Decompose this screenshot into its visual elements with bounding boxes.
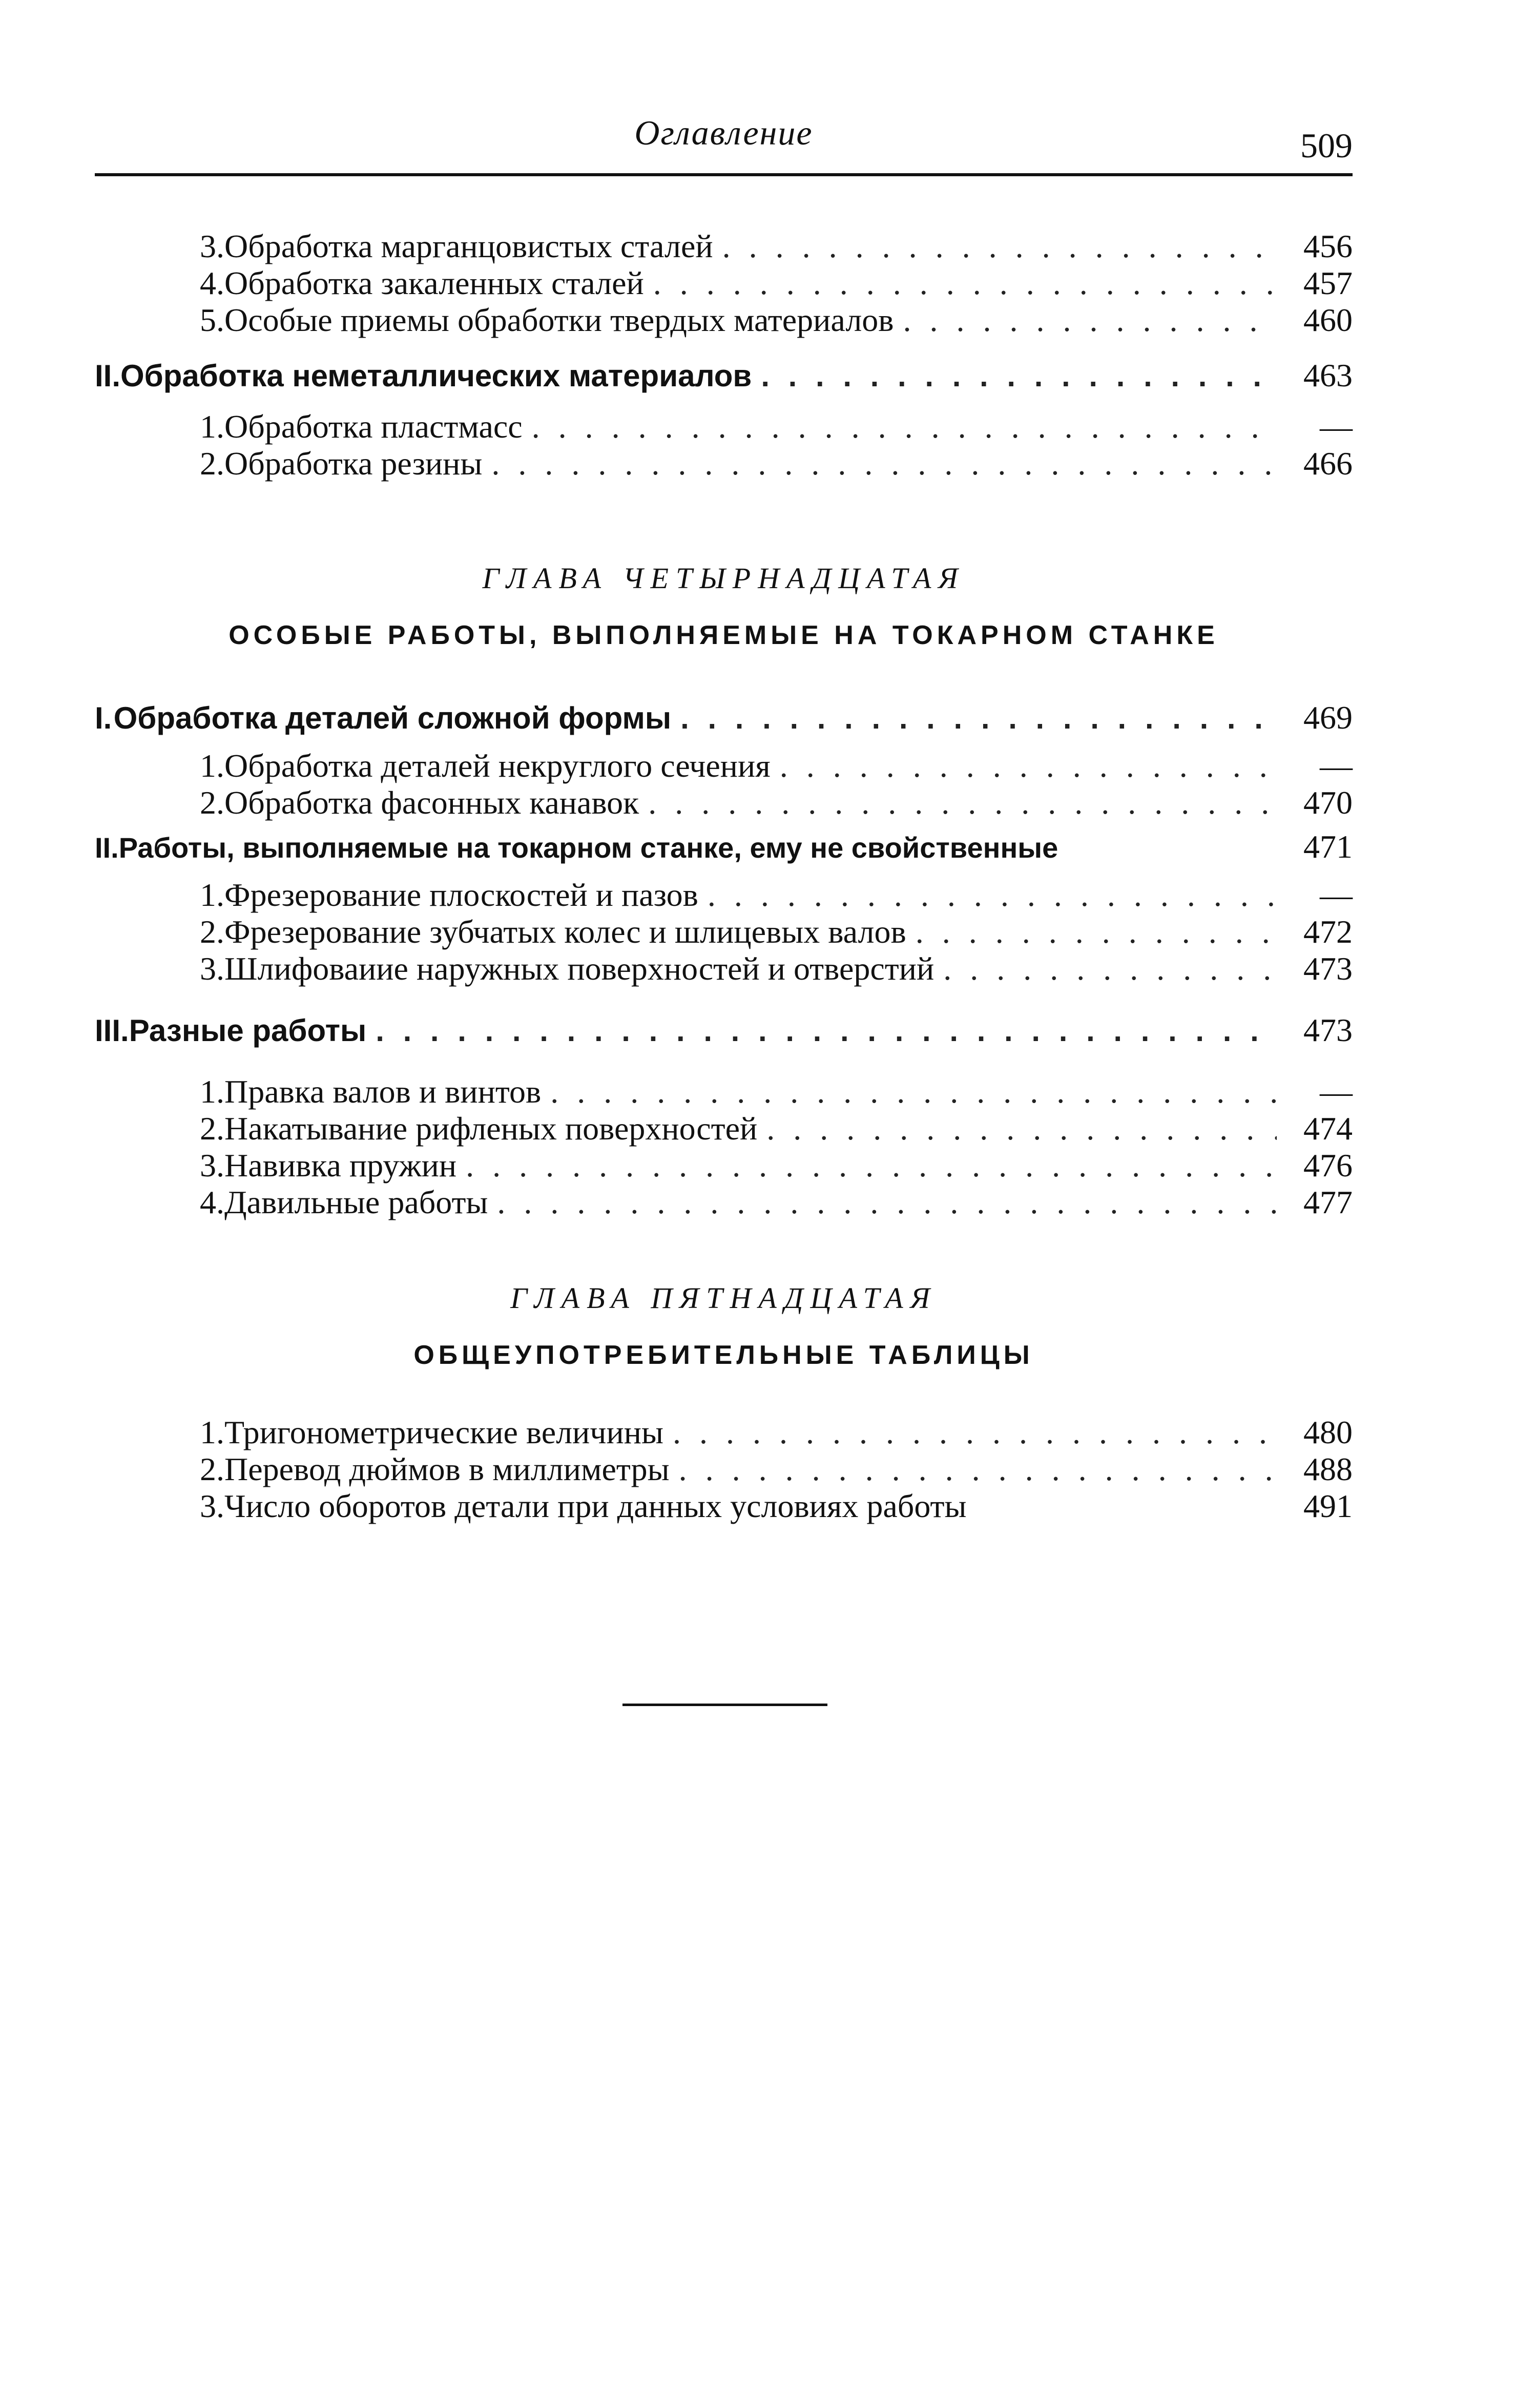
entry-page: 456 xyxy=(1303,228,1353,264)
dot-leader xyxy=(943,950,1277,987)
dot-leader xyxy=(680,700,1277,737)
entry-number: 1. xyxy=(200,1073,224,1110)
section-title: Обработка деталей сложной формы xyxy=(113,701,672,735)
running-title: Оглавление xyxy=(634,113,813,152)
entry-title: Тригонометрические величины xyxy=(224,1414,663,1450)
entry-title: Фрезерование плоскостей и пазов xyxy=(224,877,698,913)
entry-number: 1. xyxy=(200,1414,224,1450)
entry-page: 460 xyxy=(1303,302,1353,338)
entry-page: 480 xyxy=(1303,1414,1353,1450)
entry-title: Фрезерование зубчатых колес и шлицевых валов xyxy=(224,914,906,950)
section-page: 469 xyxy=(1303,699,1353,736)
entry-number: 4. xyxy=(200,265,224,301)
toc-block-chapter14 xyxy=(95,699,1353,1221)
toc-entry xyxy=(95,1488,1353,1525)
toc-entry xyxy=(95,877,1353,914)
entry-number: 3. xyxy=(200,1488,224,1524)
entry-number: 2. xyxy=(200,1451,224,1487)
toc-page xyxy=(95,102,1353,1524)
entry-number: 4. xyxy=(200,1184,224,1220)
entry-page: — xyxy=(1320,748,1353,784)
toc-entry xyxy=(95,1414,1353,1451)
entry-page: 476 xyxy=(1303,1147,1353,1184)
dot-leader xyxy=(708,877,1277,914)
entry-page: 474 xyxy=(1303,1110,1353,1147)
toc-entry xyxy=(95,228,1353,265)
entry-title: Обработка резины xyxy=(224,445,483,482)
entry-title: Обработка пластмасс xyxy=(224,408,523,445)
entry-title: Особые приемы обработки твердых материалов xyxy=(224,302,894,338)
dot-leader xyxy=(376,1012,1277,1049)
chapter-title: ОБЩЕУПОТРЕБИТЕЛЬНЫЕ ТАБЛИЦЫ xyxy=(413,1340,1034,1370)
dot-leader xyxy=(497,1184,1277,1221)
toc-entry xyxy=(95,748,1353,784)
dot-leader xyxy=(780,748,1277,784)
entry-number: 1. xyxy=(200,748,224,784)
entry-number: 3. xyxy=(200,950,224,987)
toc-entry xyxy=(95,1073,1353,1110)
dot-leader xyxy=(550,1073,1277,1110)
section-number: II. xyxy=(95,359,121,393)
toc-entry xyxy=(95,914,1353,950)
toc-section xyxy=(95,699,1353,736)
section-number: III. xyxy=(95,1013,129,1048)
toc-section xyxy=(95,357,1353,394)
entry-title: Давильные работы xyxy=(224,1184,488,1220)
toc-entry xyxy=(95,1110,1353,1147)
entry-title: Обработка фасонных канавок xyxy=(224,784,639,821)
page-number: 509 xyxy=(1300,126,1353,165)
dot-leader xyxy=(903,302,1277,339)
toc-entry xyxy=(95,265,1353,302)
entry-number: 1. xyxy=(200,877,224,913)
entry-page: 491 xyxy=(1303,1488,1353,1524)
entry-page: 457 xyxy=(1303,265,1353,301)
entry-title: Обработка деталей некруглого сечения xyxy=(224,748,771,784)
entry-page: — xyxy=(1320,408,1353,445)
toc-entry xyxy=(95,950,1353,987)
entry-number: 2. xyxy=(200,445,224,482)
entry-number: 2. xyxy=(200,914,224,950)
chapter-title: ОСОБЫЕ РАБОТЫ, ВЫПОЛНЯЕМЫЕ НА ТОКАРНОМ СТАНКЕ xyxy=(229,620,1219,650)
dot-leader xyxy=(673,1414,1277,1451)
toc-entry xyxy=(95,784,1353,821)
toc-block-continued xyxy=(95,228,1353,482)
dot-leader xyxy=(679,1451,1277,1488)
entry-title: Обработка закаленных сталей xyxy=(224,265,644,301)
dot-leader xyxy=(491,445,1277,482)
dot-leader xyxy=(653,265,1277,302)
dot-leader xyxy=(532,408,1277,445)
entry-title: Число оборотов детали при данных условиях работы xyxy=(224,1488,967,1524)
section-number: I. xyxy=(95,701,112,735)
toc-section xyxy=(95,1012,1353,1049)
toc-entry xyxy=(95,1451,1353,1488)
entry-title: Обработка марганцовистых сталей xyxy=(224,228,713,264)
entry-page: — xyxy=(1320,877,1353,913)
dot-leader xyxy=(766,1110,1277,1147)
entry-title: Правка валов и винтов xyxy=(224,1073,542,1110)
section-title: Работы, выполняемые на токарном станке, ему не свойственные xyxy=(118,832,1058,864)
entry-page: 473 xyxy=(1303,950,1353,987)
end-rule xyxy=(622,1704,827,1706)
header-rule xyxy=(95,173,1353,176)
toc-section xyxy=(95,828,1353,865)
entry-number: 3. xyxy=(200,228,224,264)
entry-page: 488 xyxy=(1303,1451,1353,1487)
dot-leader xyxy=(916,914,1277,950)
toc-entry xyxy=(95,445,1353,482)
chapter-label: ГЛАВА ЧЕТЫРНАДЦАТАЯ xyxy=(482,562,965,595)
running-head xyxy=(95,102,1353,179)
entry-page: 470 xyxy=(1303,784,1353,821)
dot-leader xyxy=(722,228,1277,265)
entry-title: Шлифоваиие наружных поверхностей и отверстий xyxy=(224,950,934,987)
entry-number: 5. xyxy=(200,302,224,338)
toc-entry xyxy=(95,408,1353,445)
dot-leader xyxy=(466,1147,1277,1184)
entry-title: Накатывание рифленых поверхностей xyxy=(224,1110,758,1147)
entry-number: 2. xyxy=(200,784,224,821)
entry-title: Перевод дюймов в миллиметры xyxy=(224,1451,670,1487)
section-title: Разные работы xyxy=(129,1013,367,1048)
section-page: 473 xyxy=(1303,1012,1353,1048)
entry-title: Навивка пружин xyxy=(224,1147,457,1184)
toc-entry xyxy=(95,1147,1353,1184)
toc-entry xyxy=(95,302,1353,339)
entry-page: 472 xyxy=(1303,914,1353,950)
entry-number: 2. xyxy=(200,1110,224,1147)
dot-leader xyxy=(761,358,1277,395)
chapter-label: ГЛАВА ПЯТНАДЦАТАЯ xyxy=(510,1281,937,1315)
entry-page: — xyxy=(1320,1073,1353,1110)
dot-leader xyxy=(648,784,1277,821)
section-title: Обработка неметаллических материалов xyxy=(120,359,752,393)
section-number: II. xyxy=(95,832,119,864)
toc-block-chapter15 xyxy=(95,1414,1353,1525)
entry-page: 466 xyxy=(1303,445,1353,482)
section-page: 471 xyxy=(1303,828,1353,865)
entry-number: 1. xyxy=(200,408,224,445)
section-page: 463 xyxy=(1303,357,1353,393)
entry-number: 3. xyxy=(200,1147,224,1184)
entry-page: 477 xyxy=(1303,1184,1353,1220)
toc-entry xyxy=(95,1184,1353,1221)
